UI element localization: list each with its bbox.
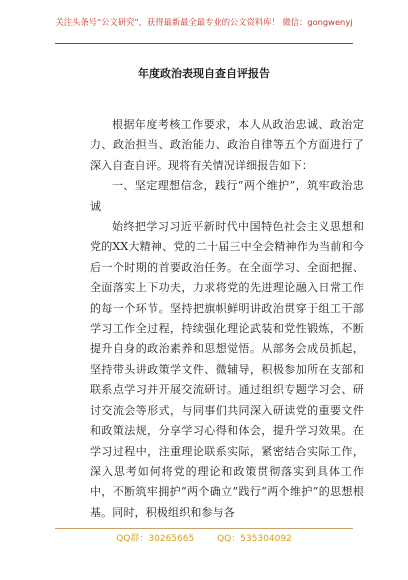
header-banner xyxy=(0,16,408,28)
document-title: 年度政治表现自查自评报告 xyxy=(138,67,270,80)
document-body xyxy=(90,115,364,523)
footer-contacts xyxy=(0,533,408,545)
header-banner-text: 关注头条号“公文研究”，获得最新最全最专业的公文资料库！ 微信：gongwenyj xyxy=(55,17,353,27)
body-paragraph: 始终把学习习近平新时代中国特色社会主义思想和党的XX大精神、党的二十届三中全会精神作为当前和今后一个时期的首要政治任务。在全面学习、全面把握、全面落实上下功夫，力求将党的先进理论融入日常工作的每一个环节。坚持把旗帜鲜明讲政治贯穿于组工干部学习工作全过程，持续强化理论武装和党性锻炼，不断提升自身的政治素养和思想觉悟。从部务会成员抓起，坚持带头讲政策学文件、微辅导，积极参加所在支部和联系点学习并开展交流研讨。通过组织专题学习会、研讨交流会等形式，与同事们共同深入研读党的重要文件和政策法规，分享学习心得和体会，提升学习效果。在学习过程中，注重理论联系实际，紧密结合实际工作，深入思考如何将党的理论和政策贯彻落实到具体工作中，不断筑牢拥护“两个确立”践行“两个维护”的思想根基。同时，积极组织和参与各 xyxy=(90,220,364,519)
footer-qq-group: QQ群：30265665 xyxy=(116,534,195,544)
intro-paragraph: 根据年度考核工作要求，本人从政治忠诚、政治定力、政治担当、政治能力、政治自律等五个方面进行了深入自查自评。现将有关情况详细报告如下： xyxy=(90,118,364,172)
footer-qq-contact: QQ：535304092 xyxy=(217,534,292,544)
section-heading: 一、坚定理想信念，践行“两个维护”，筑牢政治忠诚 xyxy=(90,179,364,213)
header-divider xyxy=(55,43,353,44)
footer-divider xyxy=(55,528,353,529)
